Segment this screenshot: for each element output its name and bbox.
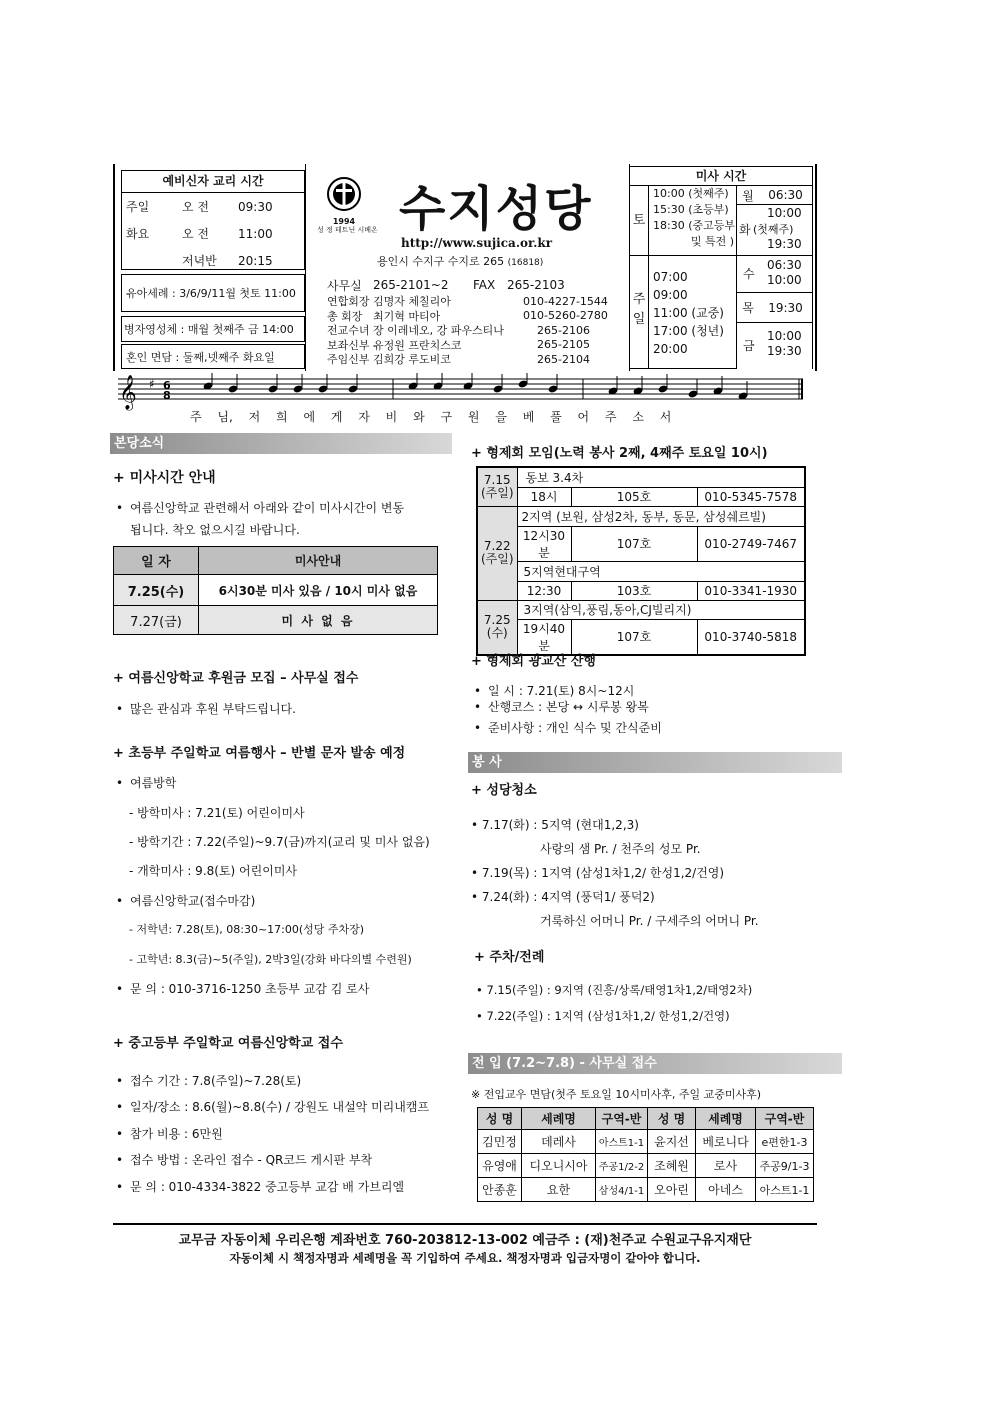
contact-role: 주임신부 xyxy=(327,353,370,367)
transfer-section-bar: 전 입 (7.2~7.8) - 사무실 접수 xyxy=(468,1053,842,1074)
catechumen-time: 20:15 xyxy=(238,253,273,268)
contact-row xyxy=(327,309,627,324)
saturday-time: 15:30 (초등부) xyxy=(653,203,729,216)
weekday-day: 목 xyxy=(742,301,754,315)
church-name: 수지성당 xyxy=(399,181,593,237)
area-cell: 3지역(삼익,풍림,동아,CJ빌리지) xyxy=(517,600,805,619)
table-row xyxy=(477,581,805,600)
youth-heading: + 중고등부 주일학교 여름신앙학교 접수 xyxy=(113,1036,343,1051)
table-row xyxy=(478,1130,814,1154)
table-row xyxy=(478,1178,814,1202)
treble-clef-icon: 𝄞 xyxy=(119,375,137,410)
catechumen-time: 09:30 xyxy=(238,199,273,214)
table-cell: 유영애 xyxy=(478,1154,522,1178)
contact-role: 총 회장 xyxy=(327,309,363,323)
svg-text:6: 6 xyxy=(163,379,171,392)
svg-text:8: 8 xyxy=(163,389,171,402)
table-header-row xyxy=(114,547,438,575)
room-cell: 105호 xyxy=(571,487,697,506)
mass-change-table xyxy=(113,546,438,635)
sunday-times xyxy=(649,256,737,369)
infant-baptism: 유아세례 : 3/6/9/11월 첫토 11:00 xyxy=(121,274,305,312)
catechumen-row xyxy=(122,247,304,274)
table-cell: 아네스 xyxy=(696,1178,756,1202)
news-section-bar: 본당소식 xyxy=(110,433,452,454)
contact-row xyxy=(327,338,627,353)
table-header: 일 자 xyxy=(114,547,199,575)
table-cell: 삼성4/1-1 xyxy=(596,1178,648,1202)
table-row xyxy=(478,1154,814,1178)
table-cell: 조혜원 xyxy=(648,1154,696,1178)
music-notes xyxy=(203,373,749,401)
contact-phone: 265-2106 xyxy=(537,323,590,337)
table-row xyxy=(114,575,438,606)
sunday-time: 17:00 (청년) xyxy=(653,324,724,338)
catechumen-title: 예비신자 교리 시간 xyxy=(122,171,304,193)
office-label: 사무실 xyxy=(327,278,362,293)
weekday-row xyxy=(737,205,812,256)
elementary-heading: + 초등부 주일학교 여름행사 – 반별 문자 발송 예정 xyxy=(113,746,406,761)
table-cell: 아스트1-1 xyxy=(596,1130,648,1154)
table-row xyxy=(477,506,805,526)
contact-row xyxy=(327,352,627,367)
church-address xyxy=(377,253,543,269)
table-header: 미사안내 xyxy=(199,547,438,575)
weekday-day: 금 xyxy=(743,339,755,353)
contact-name: 최기혁 마티아 xyxy=(373,309,441,323)
sunday-time: 09:00 xyxy=(653,288,688,302)
table-header: 구역-반 xyxy=(756,1108,814,1130)
time-cell: 12:30 xyxy=(517,581,571,600)
weekday-day: 월 xyxy=(742,188,754,203)
time-cell: 18시 xyxy=(517,487,571,506)
table-header: 세례명 xyxy=(522,1108,596,1130)
weekday-time: 06:30 xyxy=(767,258,802,272)
table-cell: 베로니다 xyxy=(696,1130,756,1154)
catechumen-day: 화요 xyxy=(126,227,150,241)
logo-caption: 성 정 테트닌 시베온 xyxy=(317,226,378,234)
table-row xyxy=(477,526,805,561)
donation-heading: + 여름신앙학교 후원금 모집 – 사무실 접수 xyxy=(113,671,359,686)
youth-item: • 문 의 : 010-4334-3822 중고등부 교감 배 가브리엘 xyxy=(116,1178,404,1195)
elementary-inquiry: • 문 의 : 010-3716-1250 초등부 교감 김 로사 xyxy=(116,980,369,997)
parking-item: • 7.22(주일) : 1지역 (삼성1차1,2/ 한성1,2/건영) xyxy=(476,1009,730,1023)
cleaning-item: • 7.19(목) : 1지역 (삼성1차1,2/ 한성1,2/건영) xyxy=(471,866,725,880)
weekday-times xyxy=(737,186,813,369)
youth-item: • 참가 비용 : 6만원 xyxy=(116,1125,223,1142)
brotherhood-heading: + 형제회 모임(노력 봉사 2째, 4째주 토요일 10시) xyxy=(471,446,768,461)
date-text: 7.25 xyxy=(483,613,511,627)
weekday-time: 19:30 xyxy=(768,300,803,315)
phone-cell: 010-5345-7578 xyxy=(697,487,805,506)
church-url[interactable]: http://www.sujica.or.kr xyxy=(401,236,553,250)
table-row xyxy=(477,600,805,619)
area-cell: 5지역현대구역 xyxy=(517,561,805,581)
area-cell: 동보 3.4차 xyxy=(517,467,805,487)
church-info xyxy=(307,164,629,371)
youth-item: • 접수 방법 : 온라인 접수 - QR코드 게시판 부착 xyxy=(116,1151,372,1168)
group-date xyxy=(477,600,517,655)
room-cell: 107호 xyxy=(571,526,697,561)
table-cell: 오아린 xyxy=(648,1178,696,1202)
room-cell: 103호 xyxy=(571,581,697,600)
table-cell: 윤지선 xyxy=(648,1130,696,1154)
weekday-time: 06:30 xyxy=(768,188,803,202)
mass-notice-heading: + 미사시간 안내 xyxy=(113,470,216,486)
table-row xyxy=(114,606,438,635)
saturday-time: 10:00 (첫째주) xyxy=(653,187,729,200)
contact-role: 보좌신부 xyxy=(327,338,370,352)
day-text: (수) xyxy=(486,626,508,640)
table-header: 세례명 xyxy=(696,1108,756,1130)
phone-cell: 010-3740-5818 xyxy=(697,619,805,655)
mass-times xyxy=(629,164,815,371)
sunday-time: 11:00 (교중) xyxy=(653,306,724,320)
address-text: 용인시 수지구 수지로 265 xyxy=(377,255,505,268)
hike-item: • 준비사항 : 개인 식수 및 간식준비 xyxy=(474,719,662,736)
contact-role: 전교수녀 xyxy=(327,324,370,338)
cleaning-heading: + 성당청소 xyxy=(471,783,537,798)
elementary-item: - 개학미사 : 9.8(토) 어린이미사 xyxy=(129,864,297,878)
contact-name: 김명자 체칠리아 xyxy=(373,295,451,309)
parking-item: • 7.15(주일) : 9지역 (진흥/상록/태영1차1,2/태영2차) xyxy=(476,983,753,997)
transfer-note: ※ 전입교우 면담(첫주 토요일 10시미사후, 주일 교중미사후) xyxy=(471,1088,762,1101)
office-phone: 265-2101~2 xyxy=(373,278,449,292)
day-text: (주일) xyxy=(480,485,514,500)
table-cell: 요한 xyxy=(522,1178,596,1202)
church-emblem-icon xyxy=(321,174,367,214)
catechumen-ampm: 저녁반 xyxy=(182,254,217,268)
catechumen-ampm: 오 전 xyxy=(182,227,209,241)
catechumen-day: 주일 xyxy=(126,200,150,214)
table-header: 성 명 xyxy=(648,1108,696,1130)
service-section-bar: 봉 사 xyxy=(468,752,842,773)
catechumen-time: 11:00 xyxy=(238,226,273,241)
table-cell: 데레사 xyxy=(522,1130,596,1154)
weekday-row xyxy=(737,323,812,367)
contact-name: 장 이레네오, 강 파우스티나 xyxy=(373,324,504,338)
time-cell: 19시40분 xyxy=(517,619,571,655)
contact-list xyxy=(327,276,627,367)
bulletin-header xyxy=(113,164,817,371)
sunday-time: 07:00 xyxy=(653,270,688,284)
weekday-row xyxy=(737,293,812,323)
table-header-row xyxy=(478,1108,814,1130)
table-cell: 로사 xyxy=(696,1154,756,1178)
catechumen-ampm: 오 전 xyxy=(182,200,209,214)
day-text: (주일) xyxy=(480,552,514,566)
table-cell: 아스트1-1 xyxy=(756,1178,814,1202)
parking-heading: + 주차/전례 xyxy=(474,950,545,965)
time-cell: 12시30분 xyxy=(517,526,571,561)
table-header: 구역-반 xyxy=(596,1108,648,1130)
cleaning-item: • 7.17(화) : 5지역 (현대1,2,3) xyxy=(471,818,639,832)
elementary-item: - 방학미사 : 7.21(토) 어린이미사 xyxy=(129,806,305,820)
hike-item: • 일 시 : 7.21(토) 8시~12시 xyxy=(474,682,634,699)
lyrics: 주 님, 저 희 에 게 자 비 와 구 원 을 베 풀 어 주 소 서 xyxy=(190,410,672,424)
marriage-interview: 혼인 면담 : 둘째,넷째주 화요일 xyxy=(121,344,305,369)
table-cell: 7.27(금) xyxy=(114,606,199,635)
contact-phone: 265-2104 xyxy=(537,352,590,366)
phone-cell: 010-2749-7467 xyxy=(697,526,805,561)
church-logo xyxy=(317,174,378,234)
elementary-camp: • 여름신앙학교(접수마감) xyxy=(116,892,255,909)
cleaning-sub: 사랑의 샘 Pr. / 천주의 성모 Pr. xyxy=(540,842,701,856)
group-date xyxy=(477,467,517,506)
mass-title: 미사 시간 xyxy=(629,166,813,186)
brotherhood-table xyxy=(476,466,806,656)
fax-label: FAX xyxy=(473,278,496,292)
weekday-time: 19:30 xyxy=(767,237,802,251)
catechumen-row xyxy=(122,193,304,220)
contact-row xyxy=(327,323,627,338)
footer-note: 자동이체 시 책정자명과 세례명을 꼭 기입하여 주세요. 책정자명과 입금자명이 같아야 합니다. xyxy=(229,1251,701,1265)
weekday-row xyxy=(737,186,812,205)
postal-code: (16818) xyxy=(507,258,544,268)
transfer-table xyxy=(477,1107,814,1202)
mass-notice-text: 됩니다. 착오 없으시길 바랍니다. xyxy=(130,523,300,537)
contact-role: 연합회장 xyxy=(327,295,370,309)
fax-number: 265-2103 xyxy=(507,278,565,292)
donation-text: • 많은 관심과 후원 부탁드립니다. xyxy=(116,700,296,717)
elementary-item: - 저학년: 7.28(토), 08:30~17:00(성당 주차장) xyxy=(129,923,365,936)
footer-rule xyxy=(113,1223,817,1225)
contact-name: 유정원 프란치스코 xyxy=(373,338,462,352)
table-cell: 6시30분 미사 있음 / 10시 미사 없음 xyxy=(199,575,438,606)
mass-notice-text: • 여름신앙학교 관련해서 아래와 같이 미사시간이 변동 xyxy=(116,499,404,516)
table-row xyxy=(477,487,805,506)
weekday-note: (첫째주) xyxy=(753,223,794,236)
room-cell: 107호 xyxy=(571,619,697,655)
elementary-item: - 방학기간 : 7.22(주일)~9.7(금)까지(교리 및 미사 없음) xyxy=(129,835,430,849)
youth-item: • 접수 기간 : 7.8(주일)~7.28(토) xyxy=(116,1072,301,1089)
cleaning-item: • 7.24(화) : 4지역 (풍덕1/ 풍덕2) xyxy=(471,890,655,904)
weekday-day: 화 xyxy=(739,223,751,237)
table-cell: 미 사 없 음 xyxy=(199,606,438,635)
table-cell: 안종훈 xyxy=(478,1178,522,1202)
catechumen-box xyxy=(121,170,305,270)
saturday-times xyxy=(649,186,737,256)
area-cell: 2지역 (보원, 삼성2차, 동부, 동문, 삼성쉐르빌) xyxy=(517,506,805,526)
elementary-vacation: • 여름방학 xyxy=(116,774,176,791)
weekday-time: 10:00 xyxy=(767,329,802,343)
weekday-row xyxy=(737,256,812,293)
weekday-time: 10:00 xyxy=(767,206,802,220)
hike-item: • 산행코스 : 본당 ↔ 시루봉 왕복 xyxy=(474,698,649,715)
table-row xyxy=(477,561,805,581)
sunday-label: 주 일 xyxy=(629,256,649,369)
table-cell: e편한1-3 xyxy=(756,1130,814,1154)
elementary-item: - 고학년: 8.3(금)~5(주일), 2박3일(강화 바다의별 수련원) xyxy=(129,953,412,966)
table-cell: 7.25(수) xyxy=(114,575,199,606)
youth-item: • 일자/장소 : 8.6(월)~8.8(수) / 강원도 내설악 미리내캠프 xyxy=(116,1098,429,1115)
contact-name: 김희강 루도비코 xyxy=(373,353,451,367)
sunday-time: 20:00 xyxy=(653,342,688,356)
date-text: 7.22 xyxy=(483,539,511,553)
contact-phone: 265-2105 xyxy=(537,338,590,352)
table-header: 성 명 xyxy=(478,1108,522,1130)
table-cell: 주공9/1-3 xyxy=(756,1154,814,1178)
phone-cell: 010-3341-1930 xyxy=(697,581,805,600)
table-row xyxy=(477,467,805,487)
sick-communion: 병자영성체 : 매월 첫째주 금 14:00 xyxy=(121,316,305,342)
catechumen-row xyxy=(122,220,304,247)
contact-phone: 010-4227-1544 xyxy=(523,294,608,308)
footer-account: 교무금 자동이체 우리은행 계좌번호 760-203812-13-002 예금주 : (재)천주교 수원교구유지재단 xyxy=(178,1233,752,1248)
saturday-time: 18:30 (중고등부 xyxy=(653,219,735,232)
date-text: 7.15 xyxy=(483,472,511,487)
group-date xyxy=(477,506,517,600)
table-cell: 주공1/2-2 xyxy=(596,1154,648,1178)
table-cell: 디오니시아 xyxy=(522,1154,596,1178)
weekday-time: 10:00 xyxy=(767,273,802,287)
saturday-time: 및 특전 ) xyxy=(690,235,734,248)
contact-phone: 010-5260-2780 xyxy=(523,309,608,323)
svg-text:♯: ♯ xyxy=(149,377,155,391)
cleaning-sub: 거룩하신 어머니 Pr. / 구세주의 어머니 Pr. xyxy=(540,914,759,928)
office-row xyxy=(327,276,627,294)
hike-heading: + 형제회 광교산 산행 xyxy=(471,654,596,669)
contact-row xyxy=(327,294,627,309)
weekday-day: 수 xyxy=(743,267,755,281)
weekday-time: 19:30 xyxy=(767,344,802,358)
saturday-label: 토 xyxy=(629,186,649,256)
logo-year: 1994 xyxy=(332,217,356,226)
table-cell: 김민정 xyxy=(478,1130,522,1154)
